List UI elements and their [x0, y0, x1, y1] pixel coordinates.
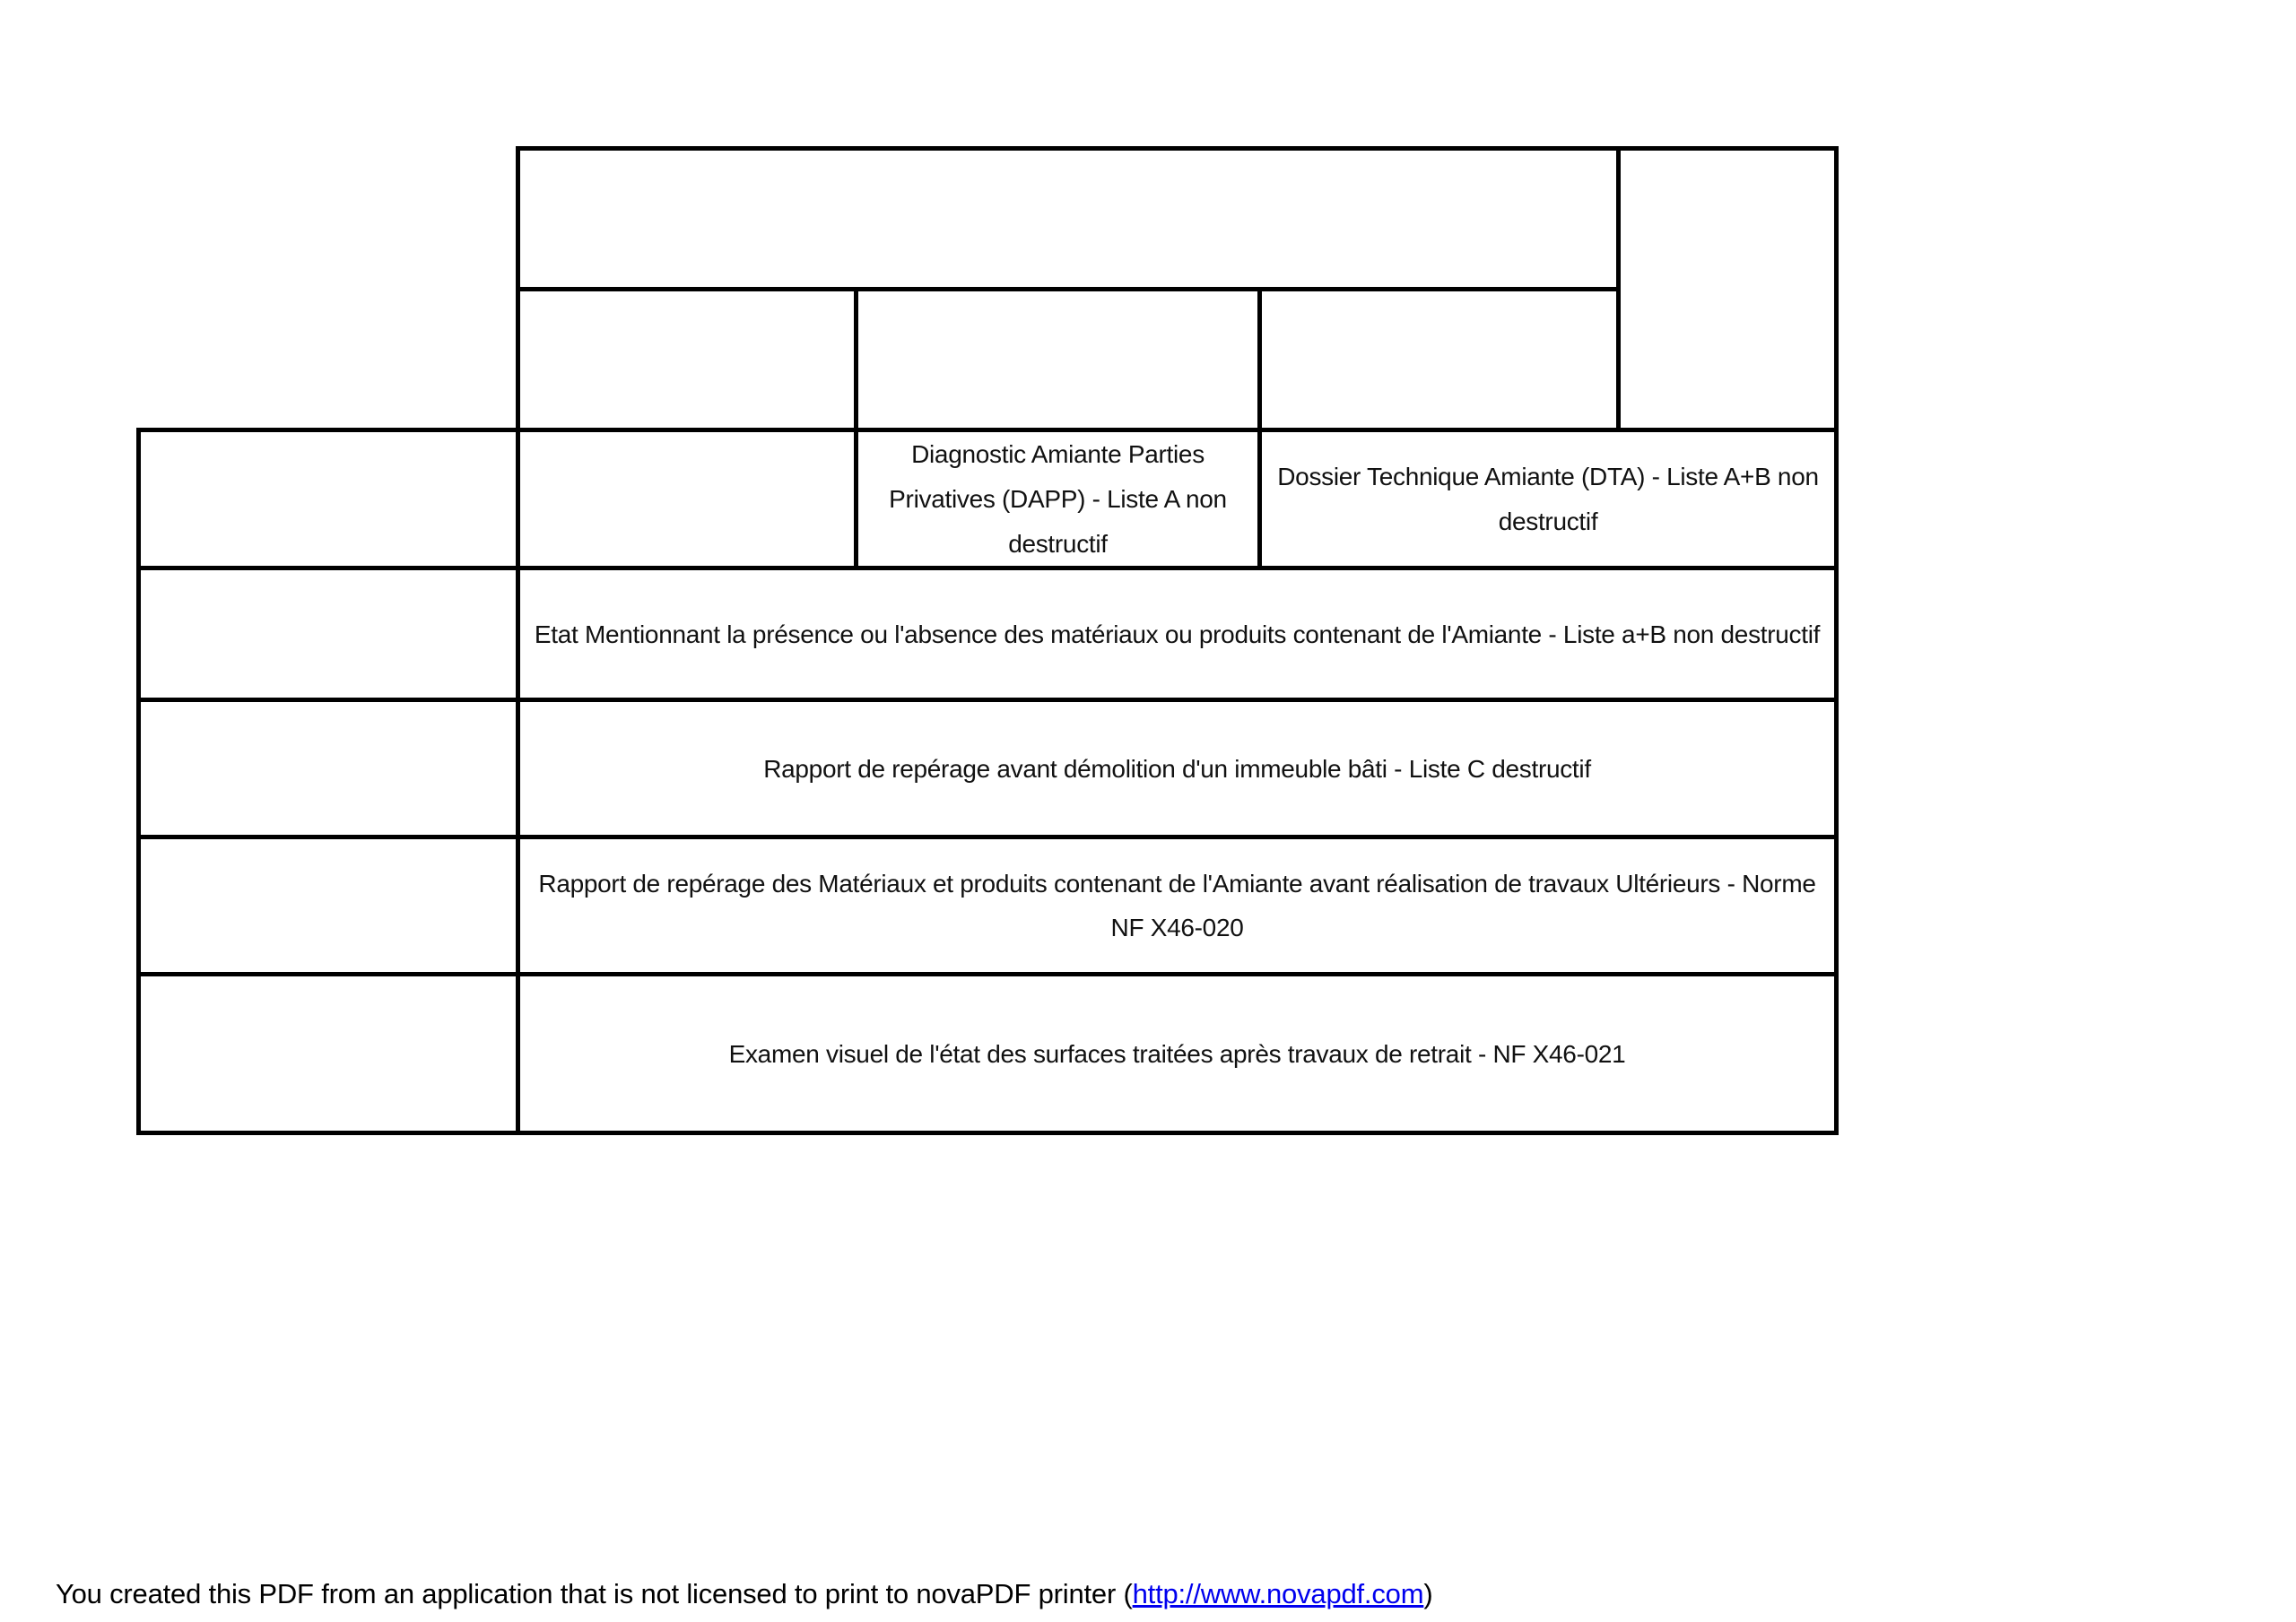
header-col-parties-communes: parties communes des immeubles collectifs d'habitation [1260, 290, 1619, 430]
row-label-avant-vente: Avant Vente [139, 568, 518, 700]
header-corner-blank [139, 149, 518, 290]
cell-examen-visuel: Examen visuel de l'état des surfaces traitées après travaux de retrait - NF X46-021 [518, 975, 1837, 1133]
footer-text-before: You created this PDF from an application that is not licensed to print to novaPDF printer ( [56, 1578, 1133, 1609]
table-row [139, 975, 1837, 1133]
header-group-autres-immeubles: Autres Immeubles [1619, 149, 1837, 430]
novapdf-link[interactable]: http://www.novapdf.com [1132, 1578, 1424, 1609]
cell-avant-travaux: Rapport de repérage des Matériaux et produits contenant de l'Amiante avant réalisation de travaux Ultérieurs - Norme NF X46-020 [518, 837, 1837, 975]
row-label-avant-demolition: Avant Démolition (art R.1334-19) code de santé publique [139, 700, 518, 837]
row-label-examen-visuel-apres-travaux: Examen Visuel après Travaux (art R.1334-29-3) Code de Santé Publique [139, 975, 518, 1133]
table-row [139, 700, 1837, 837]
table-row [139, 568, 1837, 700]
cell-obligations-parties-communes-autres: Dossier Technique Amiante (DTA) - Liste A+B non destructif [1260, 430, 1837, 568]
header-corner-blank-2 [139, 290, 518, 430]
table-header-row-groups [139, 149, 1837, 290]
cell-obligations-habitation-logement [518, 430, 857, 568]
header-group-immeubles-habitation: Immeubles d'Habitation [518, 149, 1619, 290]
amiante-obligations-table [136, 146, 1839, 1135]
table-row [139, 837, 1837, 975]
header-col-parties-privatives: parties privatives des immeubles collectifs d'habitation [857, 290, 1260, 430]
cell-avant-vente: Etat Mentionnant la présence ou l'absence des matériaux ou produits contenant de l'Amiante - Liste a+B non destructif [518, 568, 1837, 700]
cell-obligations-parties-privatives: Diagnostic Amiante Parties Privatives (DAPP) - Liste A non destructif [857, 430, 1260, 568]
footer-text-after: ) [1423, 1578, 1433, 1609]
row-label-avant-travaux: Avant Travaux (R.441-97) Code du Travail [139, 837, 518, 975]
header-col-habitation-un-seul-logement: Habitation comportant un seul logement [518, 290, 857, 430]
row-label-obligations-de-base: Obligations de base du propriétaire [139, 430, 518, 568]
table-header-row-columns [139, 290, 1837, 430]
novapdf-footer-note [56, 1578, 1432, 1610]
cell-avant-demolition: Rapport de repérage avant démolition d'un immeuble bâti - Liste C destructif [518, 700, 1837, 837]
table-row [139, 430, 1837, 568]
